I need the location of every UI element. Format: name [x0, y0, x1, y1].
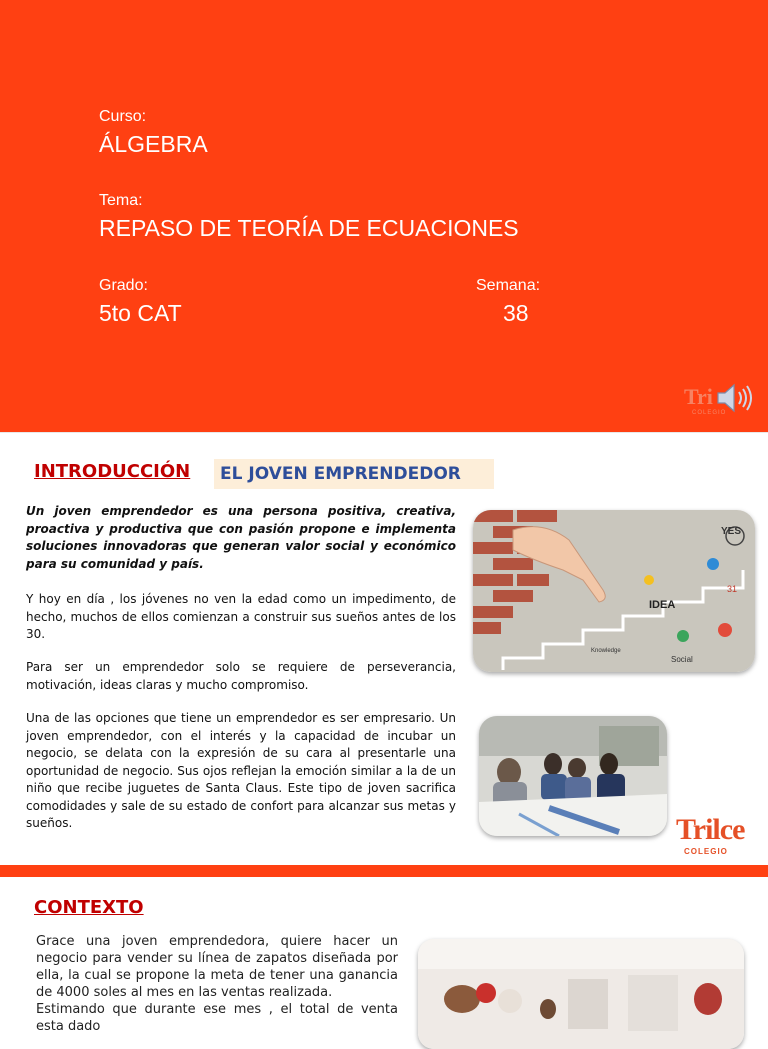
logo-text: Tri	[684, 384, 713, 409]
slide-separator	[0, 432, 768, 433]
orange-divider	[0, 865, 768, 877]
contexto-slide	[0, 877, 768, 1034]
curso-value: ÁLGEBRA	[99, 131, 208, 157]
shoe-store-illustration	[418, 939, 744, 1049]
intro-paragraph-4: Una de las opciones que tiene un emprendedor es ser empresario. Un joven emprendedor, con el interés y la capacidad de incubar un negocio, se delata con la expresión de su cara al presentarle una oportunidad de negocio. Sus ojos reflejan la emoción similar a la de un niño que recibe juguetes de Santa Claus. Este tipo de joven sacrifica comodidades y sale de su estado de confort para alcanzar sus metas y sueños.	[26, 711, 456, 830]
image-word-31: 31	[727, 584, 738, 594]
image-word-yes: YES	[721, 526, 742, 537]
semana-value: 38	[503, 300, 529, 326]
team-meeting-illustration	[479, 716, 667, 836]
staircase-idea-image	[473, 510, 755, 672]
intro-subtitle: EL JOVEN EMPRENDEDOR	[214, 459, 494, 489]
intro-slide	[0, 445, 768, 865]
contexto-title: CONTEXTO	[34, 897, 144, 918]
trilce-logo	[676, 813, 760, 855]
grado-label: Grado:	[99, 277, 148, 294]
semana-label: Semana:	[476, 277, 541, 294]
trilce-logo-text: Trilce	[676, 813, 745, 846]
contexto-text: Grace una joven emprendedora, quiere hacer un negocio para vender su línea de zapatos diseñada por ella, la cual se propone la meta de tener una ganancia de 4000 soles al mes en las ventas realizada. Estimando que durante ese mes , el total de venta esta dado	[36, 934, 398, 1034]
image-word-social: Social	[671, 655, 693, 664]
curso-label: Curso:	[99, 108, 147, 125]
intro-paragraph-2: Y hoy en día , los jóvenes no ven la edad como un impedimento, de hecho, muchos de ellos comienzan a construir sus sueños antes de los 30.	[26, 592, 456, 641]
shoe-store-photo	[418, 939, 744, 1049]
intro-title: INTRODUCCIÓN	[34, 461, 191, 482]
speaker-icon[interactable]	[714, 381, 754, 415]
logo-sub: COLEGIO	[692, 410, 727, 416]
image-word-idea: IDEA	[649, 599, 676, 611]
grado-value: 5to CAT	[99, 300, 182, 326]
tema-value: REPASO DE TEORÍA DE ECUACIONES	[99, 215, 519, 241]
cover-slide	[0, 0, 768, 432]
tema-label: Tema:	[99, 192, 143, 209]
team-meeting-photo	[479, 716, 667, 836]
intro-paragraph-3: Para ser un emprendedor solo se requiere de perseverancia, motivación, ideas claras y mucho compromiso.	[26, 660, 456, 692]
image-word-knowledge: Knowledge	[591, 648, 621, 654]
intro-paragraph-1: Un joven emprendedor es una persona positiva, creativa, proactiva y productiva que con pasión propone e implementa soluciones innovadoras que generan valor social y económico para su comunidad y país.	[26, 504, 456, 571]
trilce-logo-sub: COLEGIO	[684, 847, 728, 856]
staircase-illustration	[473, 510, 755, 672]
